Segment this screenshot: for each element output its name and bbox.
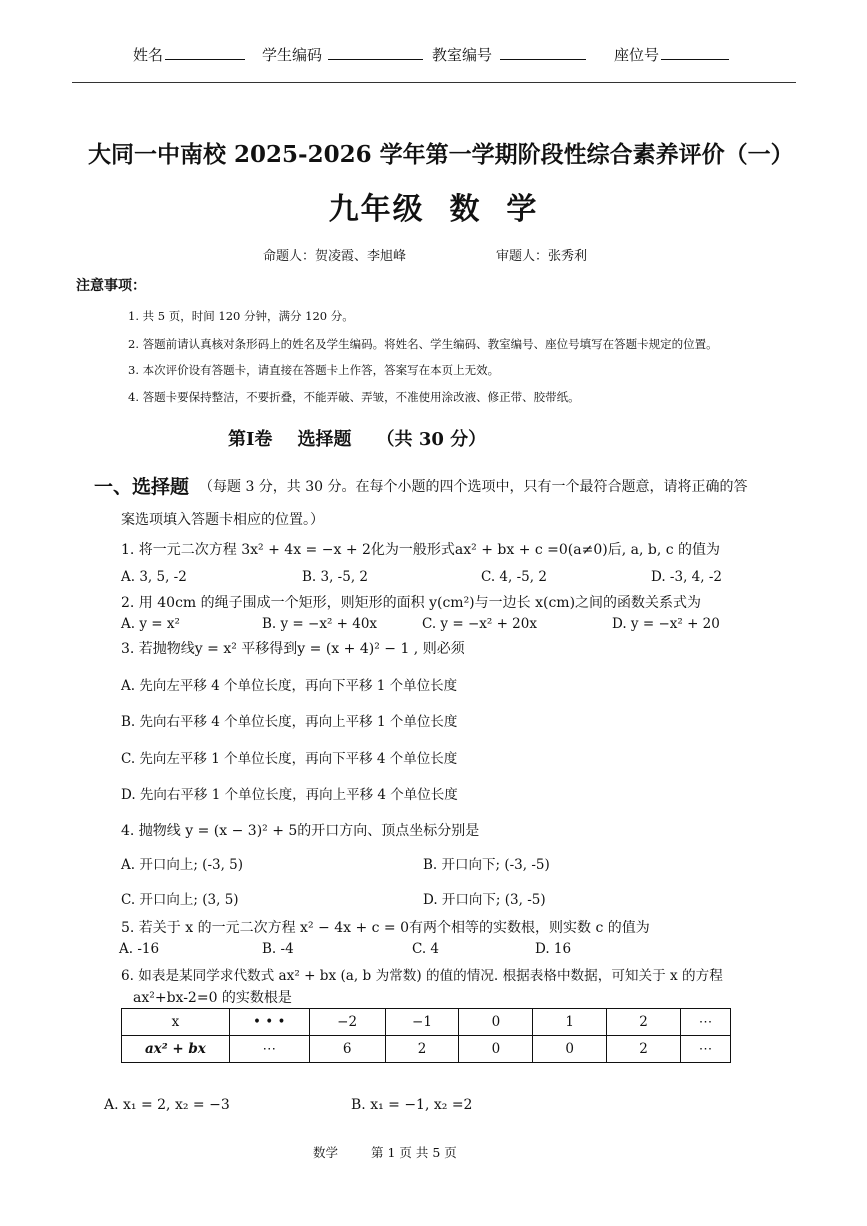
table-cell: 1 xyxy=(533,1009,607,1036)
table-row xyxy=(122,1036,731,1063)
question-1-stem: 1. 将一元二次方程 3x² + 4x = −x + 2化为一般形式ax² + bx + c =0(a≠0)后, a, b, c 的值为 xyxy=(121,542,721,558)
table-cell: ⋯ xyxy=(229,1036,309,1063)
question-4-stem: 4. 抛物线 y = (x − 3)² + 5的开口方向、顶点坐标分别是 xyxy=(121,823,480,839)
seat-blank[interactable] xyxy=(661,46,729,60)
table-cell: 2 xyxy=(607,1036,681,1063)
values-table xyxy=(121,1008,731,1063)
table-cell: ax² + bx xyxy=(122,1036,230,1063)
question-3-option-a: A. 先向左平移 4 个单位长度，再向下平移 1 个单位长度 xyxy=(121,678,458,694)
part-title: 第Ⅰ卷 选择题 （共 30 分） xyxy=(228,429,487,450)
question-6-option-a: A. x₁ = 2, x₂ = −3 xyxy=(104,1097,230,1113)
section-desc-line2: 案选项填入答题卡相应的位置。） xyxy=(121,512,324,528)
note-item: 1. 共 5 页，时间 120 分钟，满分 120 分。 xyxy=(128,309,354,323)
student-code-blank[interactable] xyxy=(328,46,423,60)
table-cell: x xyxy=(122,1009,230,1036)
question-5-option-b: B. -4 xyxy=(262,941,294,957)
table-cell: 2 xyxy=(385,1036,459,1063)
table-cell: ⋯ xyxy=(681,1036,731,1063)
name-blank[interactable] xyxy=(165,46,245,60)
question-1-option-c: C. 4, -5, 2 xyxy=(481,569,547,585)
student-code-field[interactable] xyxy=(262,44,423,65)
table-cell: 2 xyxy=(607,1009,681,1036)
question-4-option-d: D. 开口向下; (3, -5) xyxy=(423,892,546,908)
question-2-option-b: B. y = −x² + 40x xyxy=(262,616,378,632)
table-row xyxy=(122,1009,731,1036)
question-2-option-d: D. y = −x² + 20 xyxy=(612,616,720,632)
section-desc-line1: （每题 3 分，共 30 分。在每个小题的四个选项中，只有一个最符合题意，请将正确的答 xyxy=(199,479,748,495)
question-2-option-c: C. y = −x² + 20x xyxy=(422,616,537,632)
note-item: 2. 答题前请认真核对条形码上的姓名及学生编码。将姓名、学生编码、教室编号、座位号填写在答题卡规定的位置。 xyxy=(128,337,718,351)
footer-page: 第 1 页 共 5 页 xyxy=(371,1145,457,1160)
question-1-option-a: A. 3, 5, -2 xyxy=(121,569,187,585)
question-1-option-b: B. 3, -5, 2 xyxy=(302,569,368,585)
reviewer: 审题人：张秀利 xyxy=(496,249,588,264)
question-5-option-a: A. -16 xyxy=(119,941,160,957)
table-cell: 0 xyxy=(533,1036,607,1063)
question-1-option-d: D. -3, 4, -2 xyxy=(651,569,722,585)
question-4-option-c: C. 开口向上; (3, 5) xyxy=(121,892,239,908)
question-4-option-b: B. 开口向下; (-3, -5) xyxy=(423,857,550,873)
classroom-field[interactable] xyxy=(432,44,586,65)
student-code-label: 学生编码 xyxy=(262,46,323,64)
question-6-stem-line2: ax²+bx-2=0 的实数根是 xyxy=(133,990,292,1006)
exam-title: 大同一中南校 2025-2026 学年第一学期阶段性综合素养评价（一） xyxy=(88,141,794,168)
table-cell: • • • xyxy=(229,1009,309,1036)
question-2-stem: 2. 用 40cm 的绳子围成一个矩形，则矩形的面积 y(cm²)与一边长 x(cm)之间的函数关系式为 xyxy=(121,595,702,611)
notes-heading: 注意事项： xyxy=(76,278,146,294)
note-item: 3. 本次评价设有答题卡，请直接在答题卡上作答，答案写在本页上无效。 xyxy=(128,363,500,377)
table-cell: 6 xyxy=(309,1036,385,1063)
section-title: 一、选择题 xyxy=(94,476,190,498)
question-3-option-d: D. 先向右平移 1 个单位长度，再向上平移 4 个单位长度 xyxy=(121,787,458,803)
header-divider xyxy=(72,82,796,83)
subject-title: 九年级 数 学 xyxy=(328,192,539,227)
question-3-option-b: B. 先向右平移 4 个单位长度，再向上平移 1 个单位长度 xyxy=(121,714,458,730)
classroom-blank[interactable] xyxy=(500,46,586,60)
question-5-option-c: C. 4 xyxy=(412,941,440,957)
name-field[interactable] xyxy=(133,44,245,65)
question-5-stem: 5. 若关于 x 的一元二次方程 x² − 4x + c = 0有两个相等的实数根，则实数 c 的值为 xyxy=(121,920,650,936)
note-item: 4. 答题卡要保持整洁，不要折叠，不能弄破、弄皱，不准使用涂改液、修正带、胶带纸。 xyxy=(128,390,580,404)
question-4-option-a: A. 开口向上; (-3, 5) xyxy=(121,857,244,873)
question-3-stem: 3. 若抛物线y = x² 平移得到y = (x + 4)² − 1 , 则必须 xyxy=(121,641,465,657)
authors: 命题人：贺凌霞、李旭峰 xyxy=(263,249,407,264)
seat-label: 座位号 xyxy=(614,46,660,64)
footer-subject: 数学 xyxy=(313,1145,339,1160)
question-6-option-b: B. x₁ = −1, x₂ =2 xyxy=(351,1097,473,1113)
table-cell: 0 xyxy=(459,1009,533,1036)
classroom-label: 教室编号 xyxy=(432,46,493,64)
table-cell: ⋯ xyxy=(681,1009,731,1036)
name-label: 姓名 xyxy=(133,46,164,64)
question-3-option-c: C. 先向左平移 1 个单位长度，再向下平移 4 个单位长度 xyxy=(121,751,458,767)
table-cell: 0 xyxy=(459,1036,533,1063)
question-5-option-d: D. 16 xyxy=(535,941,572,957)
table-cell: −2 xyxy=(309,1009,385,1036)
table-cell: −1 xyxy=(385,1009,459,1036)
question-2-option-a: A. y = x² xyxy=(121,616,180,632)
seat-field[interactable] xyxy=(614,44,729,65)
question-6-stem-line1: 6. 如表是某同学求代数式 ax² + bx (a, b 为常数) 的值的情况. 根据表格中数据，可知关于 x 的方程 xyxy=(121,968,723,984)
